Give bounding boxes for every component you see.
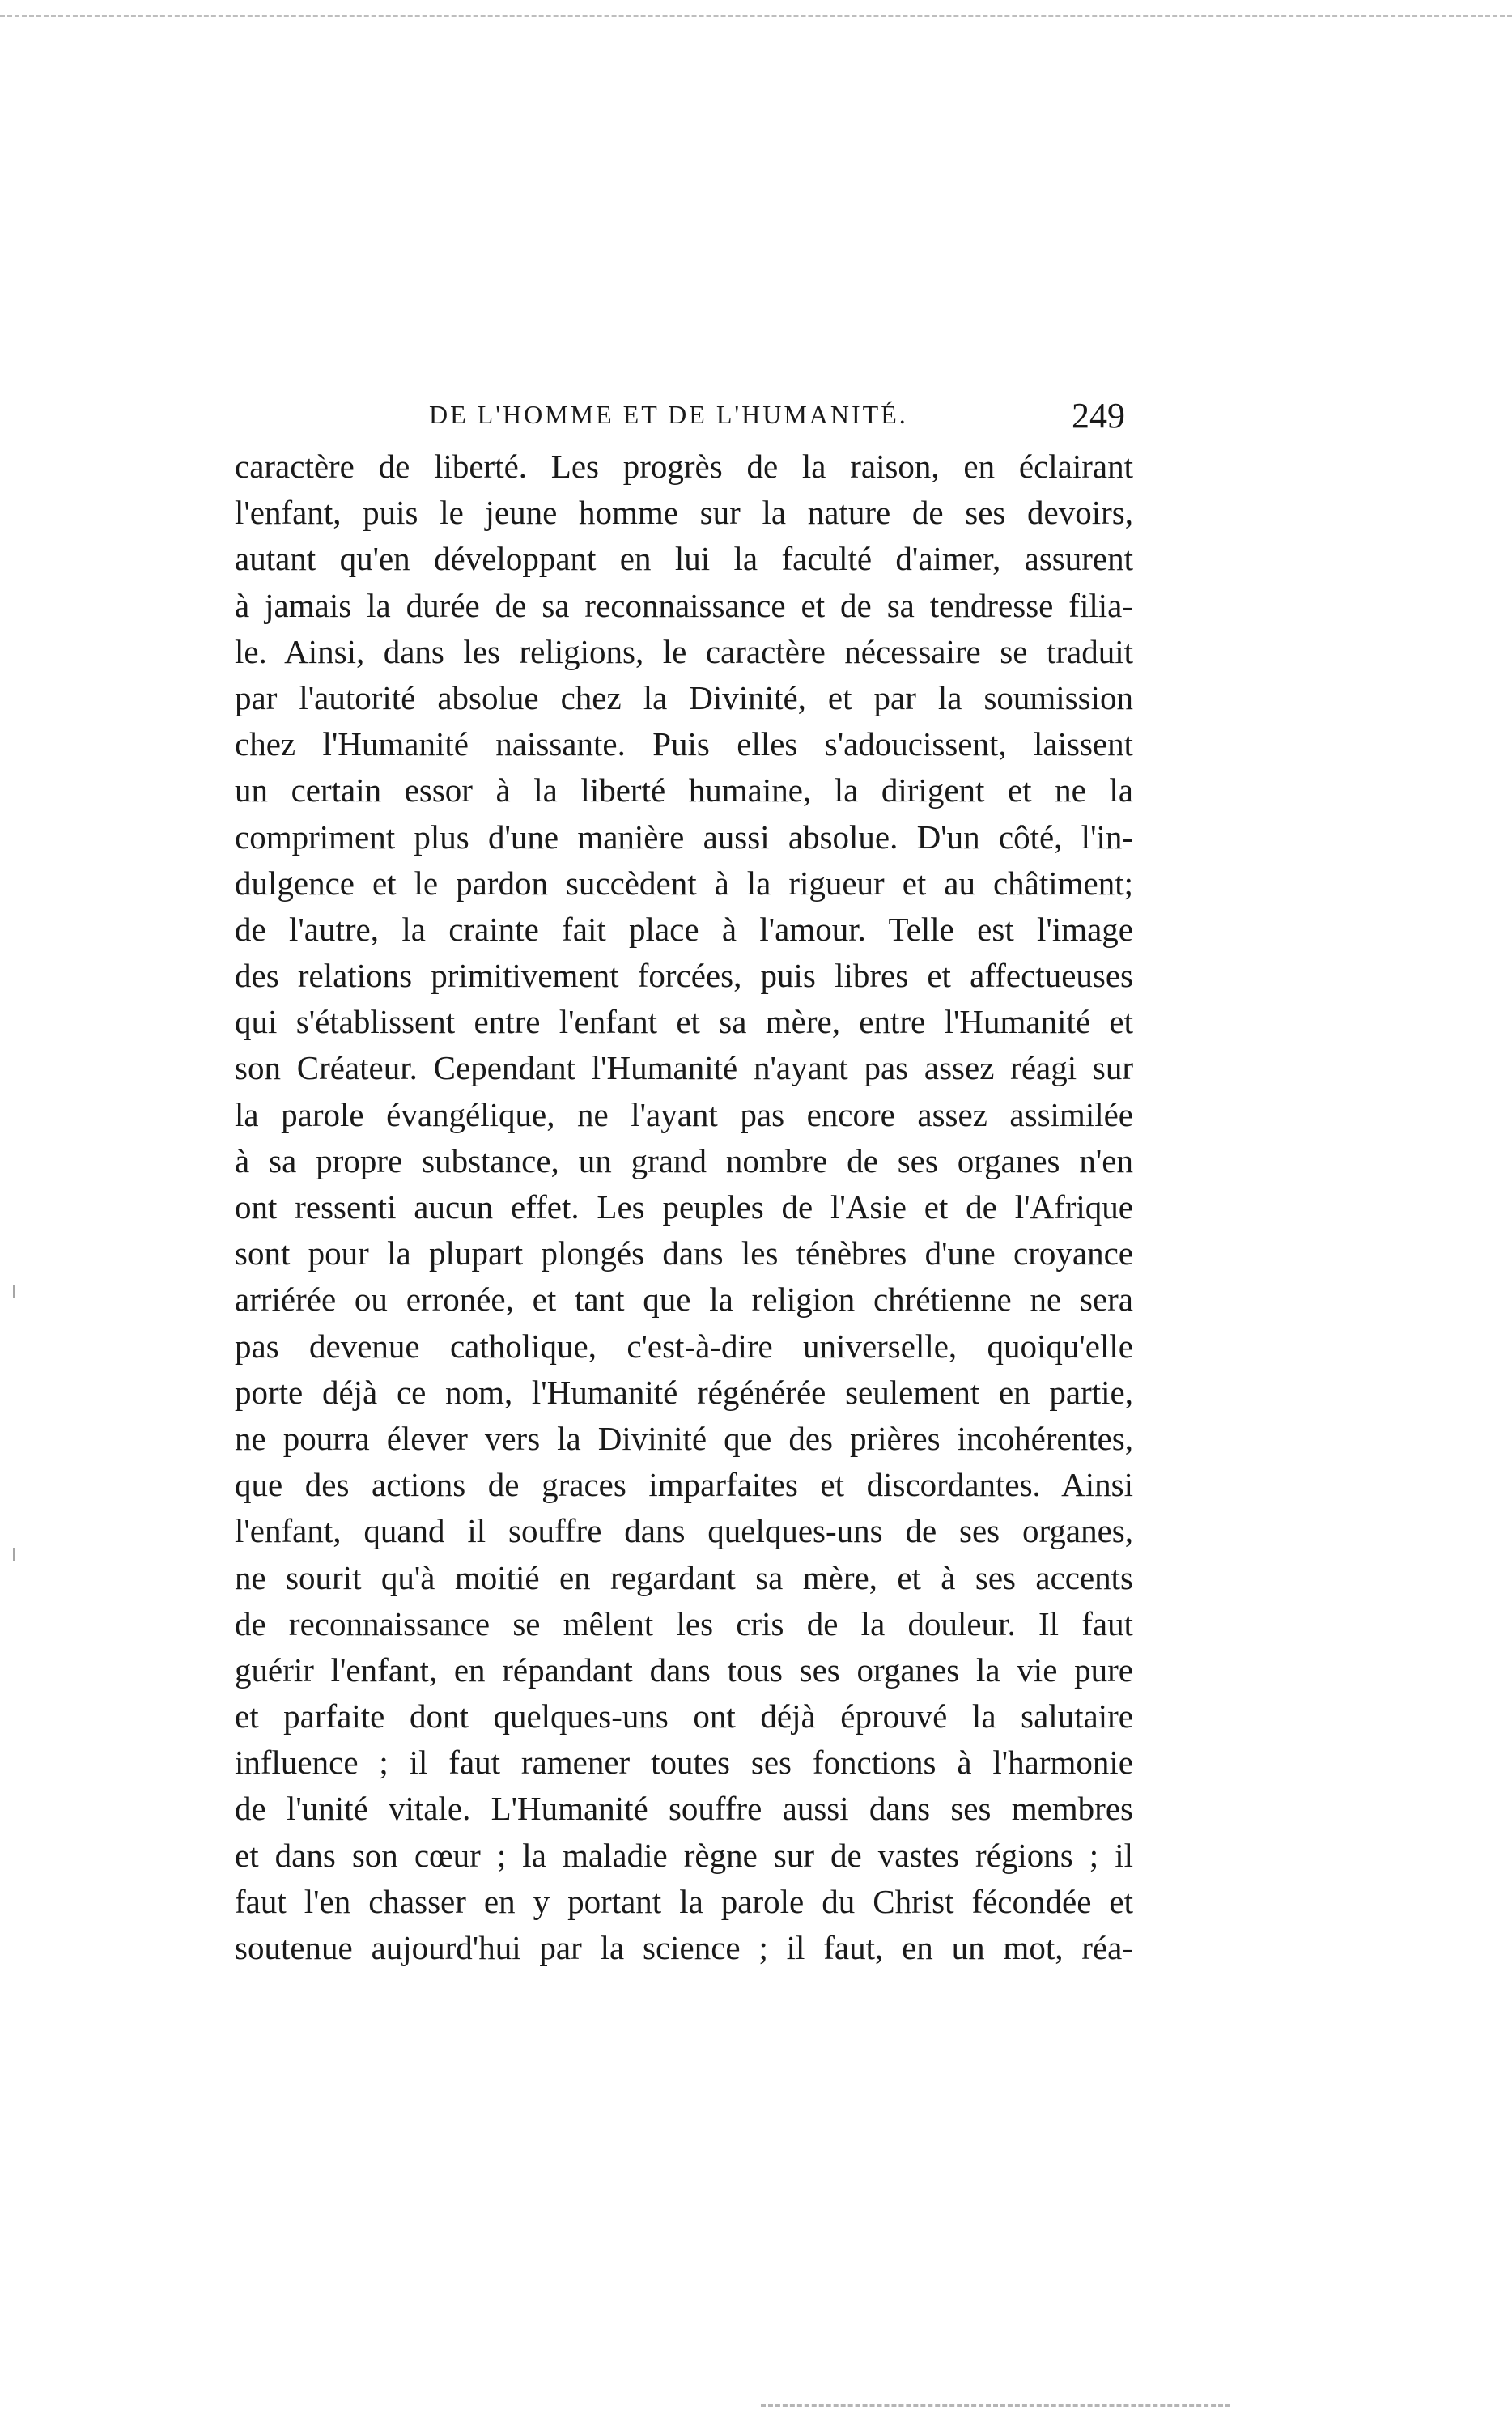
text-line: sont pour la plupart plongés dans les ténèbres d'une croyance [235,1234,1133,1272]
text-line: autant qu'en développant en lui la faculté d'aimer, assurent [235,540,1133,578]
text-line: chez l'Humanité naissante. Puis elles s'adoucissent, laissent [235,725,1133,763]
text-line: ont ressenti aucun effet. Les peuples de l'Asie et de l'Afrique [235,1188,1133,1226]
text-line: à jamais la durée de sa reconnaissance et de sa tendresse filia- [235,586,1133,624]
text-line: faut l'en chasser en y portant la parole du Christ fécondée et [235,1882,1133,1920]
text-line: qui s'établissent entre l'enfant et sa mère, entre l'Humanité et [235,1003,1133,1041]
text-line: de l'unité vitale. L'Humanité souffre aussi dans ses membres [235,1790,1133,1828]
text-line: soutenue aujourd'hui par la science ; il faut, en un mot, réa- [235,1929,1133,1966]
text-line: compriment plus d'une manière aussi absolue. D'un côté, l'in- [235,818,1133,856]
scan-edge-top [0,15,1512,17]
text-line: des relations primitivement forcées, puis libres et affectueuses [235,957,1133,995]
margin-mark [13,1548,15,1561]
text-line: et dans son cœur ; la maladie règne sur de vastes régions ; il [235,1836,1133,1874]
page-number: 249 [1072,396,1125,435]
text-line: influence ; il faut ramener toutes ses fonctions à l'harmonie [235,1744,1133,1782]
text-line: caractère de liberté. Les progrès de la raison, en éclairant [235,448,1133,485]
text-line: dulgence et le pardon succèdent à la rigueur et au châtiment; [235,864,1133,902]
text-line: ne sourit qu'à moitié en regardant sa mère, et à ses accents [235,1558,1133,1596]
text-line: par l'autorité absolue chez la Divinité, et par la soumission [235,678,1133,716]
text-line: pas devenue catholique, c'est-à-dire universelle, quoiqu'elle [235,1327,1133,1365]
text-line: la parole évangélique, ne l'ayant pas encore assez assimilée [235,1095,1133,1133]
text-line: l'enfant, puis le jeune homme sur la nature de ses devoirs, [235,494,1133,532]
text-line: que des actions de graces imparfaites et discordantes. Ainsi [235,1466,1133,1504]
text-line: et parfaite dont quelques-uns ont déjà éprouvé la salutaire [235,1697,1133,1736]
text-line: à sa propre substance, un grand nombre de ses organes n'en [235,1141,1133,1179]
text-line: de reconnaissance se mêlent les cris de la douleur. Il faut [235,1604,1133,1642]
text-line: son Créateur. Cependant l'Humanité n'ayant pas assez réagi sur [235,1049,1133,1087]
text-line: porte déjà ce nom, l'Humanité régénérée seulement en partie, [235,1373,1133,1411]
body-text [235,444,1133,1971]
text-line: un certain essor à la liberté humaine, la dirigent et ne la [235,771,1133,809]
running-title: DE L'HOMME ET DE L'HUMANITÉ. [429,400,908,429]
text-line: arriérée ou erronée, et tant que la religion chrétienne ne sera [235,1281,1133,1319]
text-line: de l'autre, la crainte fait place à l'amour. Telle est l'image [235,910,1133,948]
text-line: guérir l'enfant, en répandant dans tous ses organes la vie pure [235,1651,1133,1689]
text-line: le. Ainsi, dans les religions, le caractère nécessaire se traduit [235,632,1133,670]
text-line: l'enfant, quand il souffre dans quelques-uns de ses organes, [235,1512,1133,1550]
scan-edge-bottom [761,2404,1230,2407]
margin-mark [13,1285,15,1298]
running-head [421,395,1133,444]
text-line: ne pourra élever vers la Divinité que des prières incohérentes, [235,1419,1133,1457]
